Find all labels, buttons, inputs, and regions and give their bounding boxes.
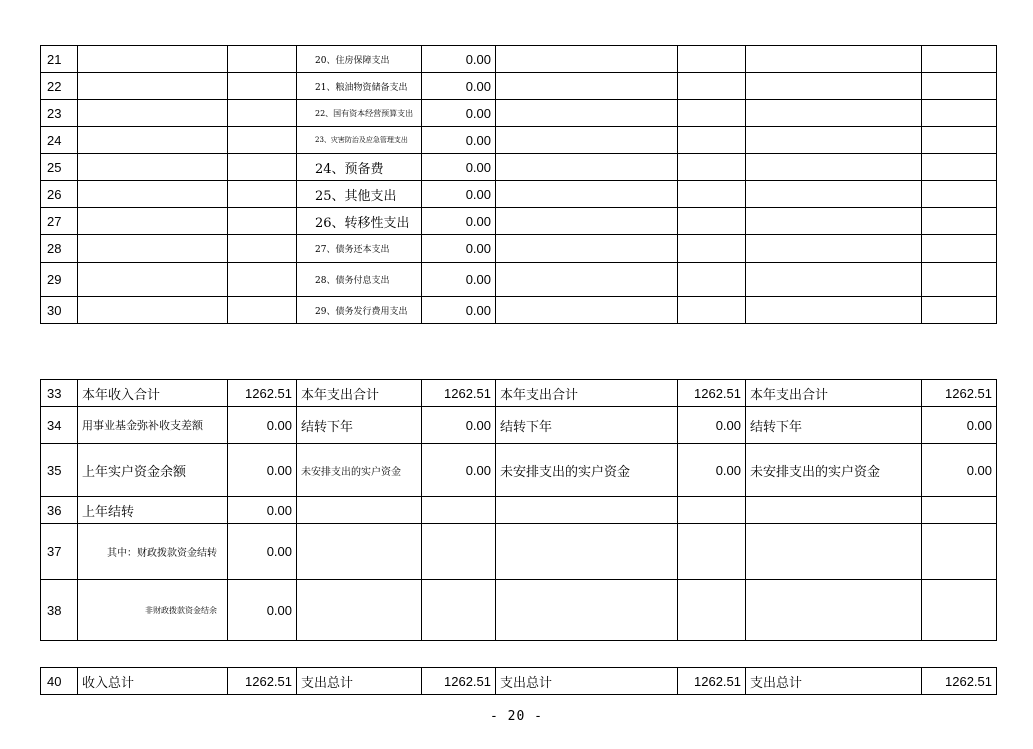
amount-cell: 0.00 bbox=[422, 46, 496, 73]
expense-label: 未安排支出的实户资金 bbox=[496, 444, 678, 497]
table-row bbox=[41, 208, 997, 235]
table-row bbox=[41, 154, 997, 181]
expense-value: 1262.51 bbox=[678, 380, 746, 407]
expense-total-label: 支出总计 bbox=[746, 668, 922, 695]
expense-value: 1262.51 bbox=[422, 380, 496, 407]
expense-value: 1262.51 bbox=[922, 380, 997, 407]
table-row bbox=[41, 181, 997, 208]
row-number: 26 bbox=[41, 181, 78, 208]
expense-item: 24、预备费 bbox=[297, 154, 422, 181]
row-number: 24 bbox=[41, 127, 78, 154]
income-total-label: 收入总计 bbox=[78, 668, 228, 695]
row-number: 29 bbox=[41, 263, 78, 297]
expense-value: 0.00 bbox=[422, 444, 496, 497]
table-row bbox=[41, 524, 997, 580]
row-number: 40 bbox=[41, 668, 78, 695]
row-number: 35 bbox=[41, 444, 78, 497]
table-row bbox=[41, 73, 997, 100]
expense-label: 结转下年 bbox=[746, 407, 922, 444]
amount-cell: 0.00 bbox=[422, 154, 496, 181]
expense-label: 本年支出合计 bbox=[297, 380, 422, 407]
expense-item: 27、债务还本支出 bbox=[297, 235, 422, 263]
table-row bbox=[41, 497, 997, 524]
expense-label: 结转下年 bbox=[297, 407, 422, 444]
expense-total-value: 1262.51 bbox=[678, 668, 746, 695]
income-value: 0.00 bbox=[228, 580, 297, 641]
row-number: 38 bbox=[41, 580, 78, 641]
expense-total-value: 1262.51 bbox=[922, 668, 997, 695]
expense-item: 25、其他支出 bbox=[297, 181, 422, 208]
expense-label: 结转下年 bbox=[496, 407, 678, 444]
table-row bbox=[41, 235, 997, 263]
expense-value: 0.00 bbox=[422, 407, 496, 444]
table-row bbox=[41, 444, 997, 497]
table-row bbox=[41, 380, 997, 407]
table-row bbox=[41, 407, 997, 444]
amount-cell: 0.00 bbox=[422, 100, 496, 127]
table-row bbox=[41, 580, 997, 641]
amount-cell: 0.00 bbox=[422, 127, 496, 154]
income-sublabel: 其中：财政拨款资金结转 bbox=[78, 524, 228, 580]
amount-cell: 0.00 bbox=[422, 235, 496, 263]
expense-value: 0.00 bbox=[678, 407, 746, 444]
amount-cell: 0.00 bbox=[422, 208, 496, 235]
row-number: 22 bbox=[41, 73, 78, 100]
expense-total-label: 支出总计 bbox=[496, 668, 678, 695]
totals-table bbox=[40, 379, 997, 641]
table-row bbox=[41, 297, 997, 324]
row-number: 30 bbox=[41, 297, 78, 324]
expense-label: 未安排支出的实户资金 bbox=[746, 444, 922, 497]
row-number: 36 bbox=[41, 497, 78, 524]
amount-cell: 0.00 bbox=[422, 73, 496, 100]
row-number: 37 bbox=[41, 524, 78, 580]
row-number: 34 bbox=[41, 407, 78, 444]
amount-cell: 0.00 bbox=[422, 263, 496, 297]
table-row bbox=[41, 668, 997, 695]
income-label: 用事业基金弥补收支差额 bbox=[78, 407, 228, 444]
expense-value: 0.00 bbox=[922, 444, 997, 497]
expense-item: 23、灾害防治及应急管理支出 bbox=[297, 127, 422, 154]
amount-cell: 0.00 bbox=[422, 181, 496, 208]
expense-value: 0.00 bbox=[922, 407, 997, 444]
income-total-value: 1262.51 bbox=[228, 668, 297, 695]
table-row bbox=[41, 263, 997, 297]
expense-total-value: 1262.51 bbox=[422, 668, 496, 695]
table-row bbox=[41, 46, 997, 73]
expense-item: 22、国有资本经营预算支出 bbox=[297, 100, 422, 127]
expense-total-label: 支出总计 bbox=[297, 668, 422, 695]
row-number: 25 bbox=[41, 154, 78, 181]
expense-item: 20、住房保障支出 bbox=[297, 46, 422, 73]
row-number: 27 bbox=[41, 208, 78, 235]
expense-label: 未安排支出的实户资金 bbox=[297, 444, 422, 497]
expense-item: 29、债务发行费用支出 bbox=[297, 297, 422, 324]
row-number: 28 bbox=[41, 235, 78, 263]
expense-item: 26、转移性支出 bbox=[297, 208, 422, 235]
table-row bbox=[41, 127, 997, 154]
income-label: 上年实户资金余额 bbox=[78, 444, 228, 497]
income-label: 本年收入合计 bbox=[78, 380, 228, 407]
income-value: 0.00 bbox=[228, 444, 297, 497]
table-row bbox=[41, 100, 997, 127]
row-number: 33 bbox=[41, 380, 78, 407]
expense-label: 本年支出合计 bbox=[496, 380, 678, 407]
expense-item: 21、粮油物资储备支出 bbox=[297, 73, 422, 100]
income-value: 0.00 bbox=[228, 497, 297, 524]
grand-total-table bbox=[40, 667, 997, 695]
row-number: 21 bbox=[41, 46, 78, 73]
income-value: 0.00 bbox=[228, 524, 297, 580]
amount-cell: 0.00 bbox=[422, 297, 496, 324]
expense-label: 本年支出合计 bbox=[746, 380, 922, 407]
expense-item: 28、债务付息支出 bbox=[297, 263, 422, 297]
expense-value: 0.00 bbox=[678, 444, 746, 497]
row-number: 23 bbox=[41, 100, 78, 127]
income-value: 0.00 bbox=[228, 407, 297, 444]
upper-table bbox=[40, 45, 997, 324]
income-label: 上年结转 bbox=[78, 497, 228, 524]
income-value: 1262.51 bbox=[228, 380, 297, 407]
page-number: - 20 - bbox=[490, 709, 543, 724]
income-sublabel: 非财政拨款资金结余 bbox=[78, 580, 228, 641]
